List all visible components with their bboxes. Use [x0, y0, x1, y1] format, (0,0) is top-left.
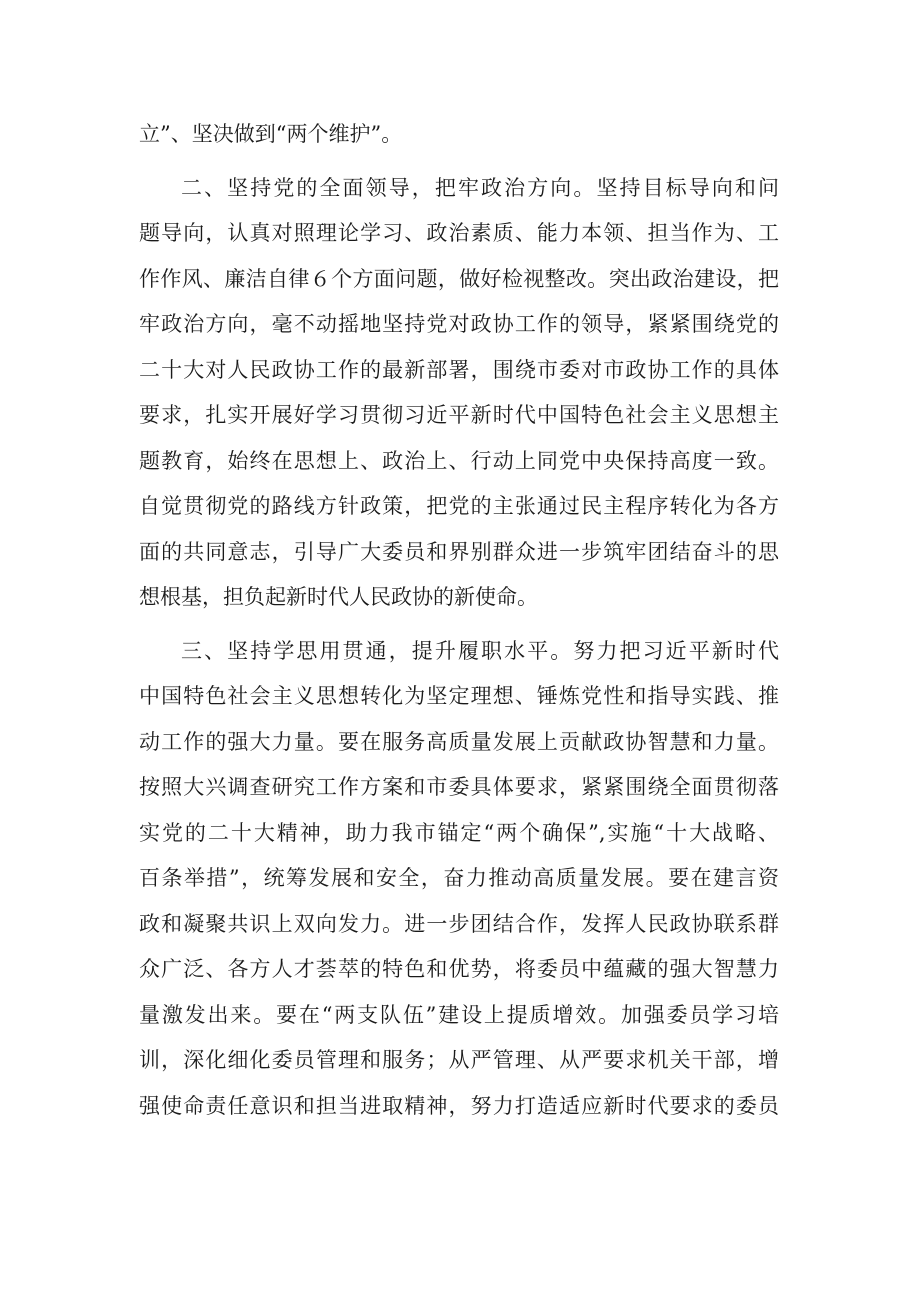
paragraph-line: 众广泛、各方人才荟萃的特色和优势，将委员中蕴藏的强大智慧力 [139, 957, 779, 981]
paragraph-line: 百条举措”，统筹发展和安全，奋力推动高质量发展。要在建言资 [139, 866, 779, 890]
paragraph-line: 面的共同意志，引导广大委员和界别群众进一步筑牢团结奋斗的思 [139, 539, 779, 564]
paragraph-line: 三、坚持学思用贯通，提升履职水平。努力把习近平新时代 [181, 638, 779, 663]
paragraph-line: 按照大兴调查研究工作方案和市委具体要求，紧紧围绕全面贯彻落 [139, 775, 779, 799]
paragraph-line: 立”、坚决做到“两个维护”。 [139, 122, 403, 146]
paragraph-line: 作作风、廉洁自律６个方面问题，做好检视整改。突出政治建设，把 [139, 266, 779, 291]
paragraph-line: 二十大对人民政协工作的最新部署，围绕市委对市政协工作的具体 [139, 357, 779, 382]
paragraph-line: 自觉贯彻党的路线方针政策，把党的主张通过民主程序转化为各方 [139, 494, 779, 518]
paragraph-line: 实党的二十大精神，助力我市锚定“两个确保”,实施“十大战略、 [139, 820, 779, 845]
paragraph-line: 训，深化细化委员管理和服务；从严管理、从严要求机关干部，增 [139, 1048, 779, 1072]
paragraph-line: 牢政治方向，毫不动摇地坚持党对政协工作的领导，紧紧围绕党的 [139, 312, 779, 336]
paragraph-line: 题教育，始终在思想上、政治上、行动上同党中央保持高度一致。 [139, 448, 779, 473]
document-body [139, 112, 779, 1129]
paragraph-line: 量激发出来。要在“两支队伍”建设上提质增效。加强委员学习培 [139, 1002, 779, 1027]
paragraph-line: 动工作的强大力量。要在服务高质量发展上贡献政协智慧和力量。 [139, 729, 779, 754]
paragraph-line: 要求，扎实开展好学习贯彻习近平新时代中国特色社会主义思想主 [139, 403, 779, 427]
paragraph-line: 中国特色社会主义思想转化为坚定理想、锤炼党性和指导实践、推 [139, 684, 779, 708]
paragraph-line: 强使命责任意识和担当进取精神，努力打造适应新时代要求的委员 [139, 1093, 779, 1118]
paragraph-line: 题导向，认真对照理论学习、政治素质、能力本领、担当作为、工 [139, 221, 779, 245]
paragraph-line: 二、坚持党的全面领导，把牢政治方向。坚持目标导向和问 [181, 175, 779, 200]
paragraph-line: 政和凝聚共识上双向发力。进一步团结合作，发挥人民政协联系群 [139, 911, 779, 936]
paragraph-line: 想根基，担负起新时代人民政协的新使命。 [139, 585, 538, 609]
